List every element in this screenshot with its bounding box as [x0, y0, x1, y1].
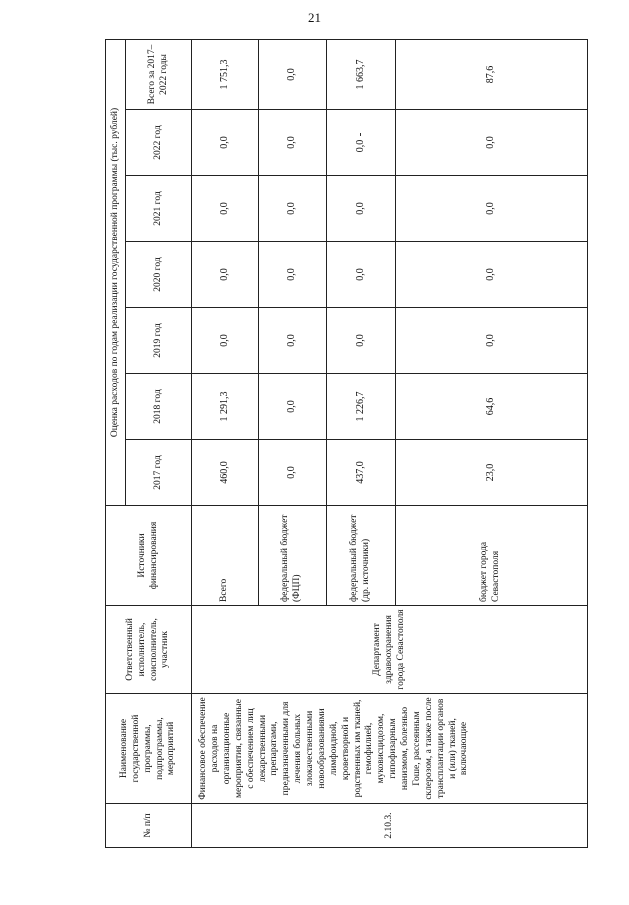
header-year-2021: 2021 год — [125, 176, 191, 242]
value-cell: 0,0 — [327, 308, 396, 374]
total-cell: 1 663,7 — [327, 39, 396, 109]
page-number: 21 — [308, 10, 321, 25]
item-name: Финансовое обеспечение расходов на организационные мероприятия, связанные с обеспечением лиц лекарственными препаратами, предназначенными для лечения больных злокачественными новообразованиями лимфоидной, кроветворной и родственных им тканей, гемофилией, муковисцидозом, гипофизарным нанизмом, болезнью Гоше, рассеянным склерозом, а также после трансплантации органов и (или) тканей, включающие — [192, 694, 588, 804]
header-year-2017: 2017 год — [125, 440, 191, 506]
header-executor: Ответственный исполнитель, соисполнитель, участник — [106, 606, 192, 694]
value-cell: 437,0 — [327, 440, 396, 506]
source-cell: федеральный бюджет (др. источники) — [327, 506, 396, 606]
value-cell: 64,6 — [395, 374, 587, 440]
table-row — [192, 39, 258, 847]
header-total: Всего за 2017–2022 годы — [125, 39, 191, 109]
item-executor: Департамент здравоохранения города Севастополя — [192, 606, 588, 694]
value-cell: 0,0 — [258, 374, 327, 440]
value-cell: 0,0 — [192, 176, 258, 242]
header-year-2019: 2019 год — [125, 308, 191, 374]
value-cell: 0,0 — [258, 308, 327, 374]
total-cell: 0,0 — [258, 39, 327, 109]
value-cell: 0,0 — [395, 308, 587, 374]
value-cell: 0,0 — [327, 176, 396, 242]
value-cell: 0,0 — [354, 139, 366, 153]
source-cell: бюджет города Севастополя — [395, 506, 587, 606]
value-cell: 0,0 — [395, 110, 587, 176]
total-cell: 1 751,3 — [192, 39, 258, 109]
value-cell: 23,0 — [395, 440, 587, 506]
header-year-2020: 2020 год — [125, 242, 191, 308]
value-cell: 1 226,7 — [327, 374, 396, 440]
header-source: Источники финансирования — [106, 506, 192, 606]
header-year-2022: 2022 год — [125, 110, 191, 176]
value-cell: 0,0 — [192, 242, 258, 308]
value-cell: 0,0 — [258, 110, 327, 176]
header-estimate: Оценка расходов по годам реализации государственной программы (тыс. рублей) — [106, 39, 126, 505]
value-cell-with-mark — [327, 110, 396, 176]
value-cell: 0,0 — [327, 242, 396, 308]
header-name: Наименование государственной программы, подпрограммы, мероприятий — [106, 694, 192, 804]
value-cell: 0,0 — [258, 176, 327, 242]
rotated-table-container — [105, 40, 588, 848]
value-cell: 0,0 — [258, 242, 327, 308]
value-cell: 0,0 — [192, 110, 258, 176]
budget-table — [105, 39, 588, 848]
source-cell: Всего — [192, 506, 258, 606]
value-cell: 1 291,3 — [192, 374, 258, 440]
header-year-2018: 2018 год — [125, 374, 191, 440]
stray-mark — [360, 133, 361, 136]
value-cell: 0,0 — [395, 176, 587, 242]
total-cell: 87,6 — [395, 39, 587, 109]
header-num: № п/п — [106, 804, 192, 848]
value-cell: 460,0 — [192, 440, 258, 506]
value-cell: 0,0 — [258, 440, 327, 506]
value-cell: 0,0 — [192, 308, 258, 374]
value-cell: 0,0 — [395, 242, 587, 308]
item-number: 2.10.3. — [192, 804, 588, 848]
source-cell: федеральный бюджет (ФЦП) — [258, 506, 327, 606]
